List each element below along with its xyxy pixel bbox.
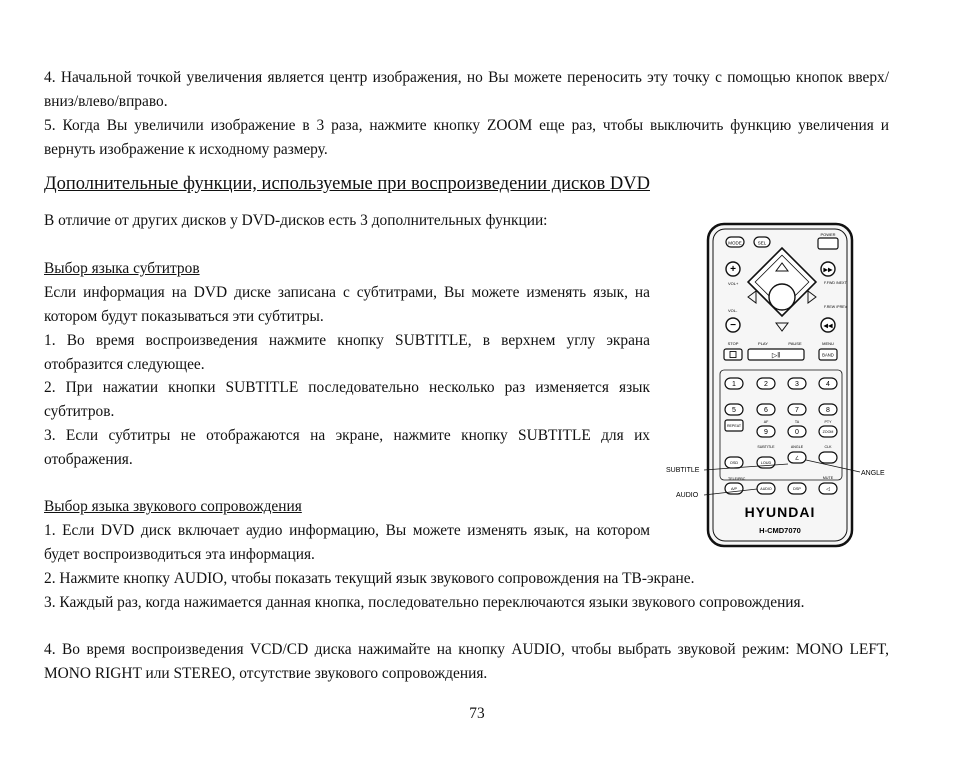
digit-1-label: 1 bbox=[732, 381, 736, 388]
audio-paragraph-4: 4. Во время воспроизведения VCD/CD диска нажимайте на кнопку AUDIO, чтобы выбрать звуковой режим: MONO LEFT, MONO RIGHT или STEREO, отсутствие звукового сопровождения. bbox=[44, 641, 889, 682]
pty-label: PTY bbox=[824, 420, 832, 424]
subtitle-section-title bbox=[44, 257, 650, 281]
audio-title-text: Выбор языка звукового сопровождения bbox=[44, 498, 302, 515]
subtitle-title-text: Выбор языка субтитров bbox=[44, 260, 200, 277]
subtitle-paragraph-1: Если информация на DVD диске записана с субтитрами, Вы можете изменять язык, на котором будут показываться эти субтитры. bbox=[44, 284, 650, 325]
intro-paragraph: В отличие от других дисков у DVD-дисков есть 3 дополнительных функции: bbox=[44, 212, 548, 229]
menu-label: MENU bbox=[822, 341, 834, 346]
audio-paragraph-2: 2. Нажмите кнопку AUDIO, чтобы показать текущий язык звукового сопровождения на ТВ-экране. bbox=[44, 570, 695, 587]
next-icon: ▶▶ bbox=[823, 267, 833, 274]
prev-icon: ◀◀ bbox=[823, 323, 833, 330]
rew-label: F.REW /PREV bbox=[824, 305, 847, 309]
section-heading: Дополнительные функции, используемые при воспроизведении дисков DVD bbox=[44, 174, 650, 194]
play-pause-icon: ▷‖ bbox=[771, 352, 781, 360]
audio-small-label: AUDIO bbox=[760, 487, 772, 491]
digit-3-label: 3 bbox=[795, 381, 799, 388]
digit-6-label: 6 bbox=[764, 407, 768, 414]
digit-0-label: 0 bbox=[795, 429, 799, 436]
pause-label: PAUSE bbox=[788, 341, 802, 346]
digit-7-label: 7 bbox=[795, 407, 799, 414]
ta-label: TA bbox=[794, 420, 800, 424]
model-label: H-CMD7070 bbox=[759, 526, 801, 535]
angle-small-label: ANGLE bbox=[790, 445, 804, 449]
clk-button bbox=[819, 452, 837, 463]
angle-callout: ANGLE bbox=[861, 470, 885, 477]
af-label: AF bbox=[763, 420, 769, 424]
osd-label: OSD bbox=[729, 461, 739, 465]
power-button bbox=[818, 238, 838, 249]
plus-icon: + bbox=[730, 264, 736, 275]
digit-5-label: 5 bbox=[732, 407, 736, 414]
band-label: BAND bbox=[822, 352, 834, 358]
subtitle-paragraph-3: 2. При нажатии кнопки SUBTITLE последовательно несколько раз изменяется язык субтитров. bbox=[44, 379, 650, 420]
angle-icon: ∠ bbox=[794, 455, 800, 462]
digit-4-label: 4 bbox=[826, 381, 830, 388]
stop-button bbox=[724, 349, 742, 360]
paragraph-zoom-off: 5. Когда Вы увеличили изображение в 3 раза, нажмите кнопку ZOOM еще раз, чтобы выключить функцию увеличения и вернуть изображение к исходному размеру. bbox=[44, 117, 889, 158]
audio-paragraph-1: 1. Если DVD диск включает аудио информацию, Вы можете изменять язык, на котором будет воспроизводиться эта информация. bbox=[44, 522, 650, 563]
sel-label: SEL bbox=[757, 240, 767, 246]
audio-paragraph-3: 3. Каждый раз, когда нажимается данная кнопка, последовательно переключаются языки звукового сопровождения. bbox=[44, 594, 805, 611]
digit-2-label: 2 bbox=[764, 381, 768, 388]
mute-icon: ◁ bbox=[826, 486, 830, 493]
repeat-label: REPEAT bbox=[726, 424, 742, 428]
remote-control-illustration bbox=[660, 220, 900, 550]
subtitle-callout: SUBTITLE bbox=[666, 467, 700, 474]
digit-8-label: 8 bbox=[826, 407, 830, 414]
audio-callout: AUDIO bbox=[676, 492, 699, 499]
subtitle-paragraph-2: 1. Во время воспроизведения нажмите кнопку SUBTITLE, в верхнем углу экрана отобразится следующее. bbox=[44, 332, 650, 373]
ap-label: A/P bbox=[730, 487, 738, 491]
subtitle-small-label: SUBTITLE bbox=[757, 445, 775, 449]
play-label: PLAY bbox=[758, 341, 768, 346]
tele-pbc-label: TELE/PBC bbox=[728, 477, 746, 481]
digit-9-label: 9 bbox=[764, 429, 768, 436]
zoom-label: ZOOM bbox=[822, 430, 834, 434]
audio-section-title bbox=[44, 495, 650, 519]
vol-minus-label: VOL- bbox=[728, 308, 738, 313]
brand-logo: HYUNDAI bbox=[744, 504, 816, 520]
paragraph-zoom-center: 4. Начальной точкой увеличения является центр изображения, но Вы можете переносить эту точку с помощью кнопок вверх/вниз/влево/вправо. bbox=[44, 69, 889, 110]
clk-small-label: CLK bbox=[824, 445, 832, 449]
minus-icon: − bbox=[730, 320, 736, 331]
page-number: 73 bbox=[469, 705, 485, 722]
vol-plus-label: VOL+ bbox=[728, 281, 739, 286]
stop-label: STOP bbox=[727, 341, 739, 346]
fwd-label: F.FWD /NEXT bbox=[824, 281, 847, 285]
loud-label: LOUD bbox=[760, 461, 772, 465]
power-label: POWER bbox=[820, 232, 836, 237]
subtitle-paragraph-4: 3. Если субтитры не отображаются на экране, нажмите кнопку SUBTITLE для их отображения. bbox=[44, 427, 650, 468]
enter-button bbox=[769, 284, 795, 310]
mute-label: MUTE bbox=[822, 476, 834, 480]
mode-label: MODE bbox=[728, 240, 742, 246]
dsp-label: DSP bbox=[793, 487, 801, 491]
